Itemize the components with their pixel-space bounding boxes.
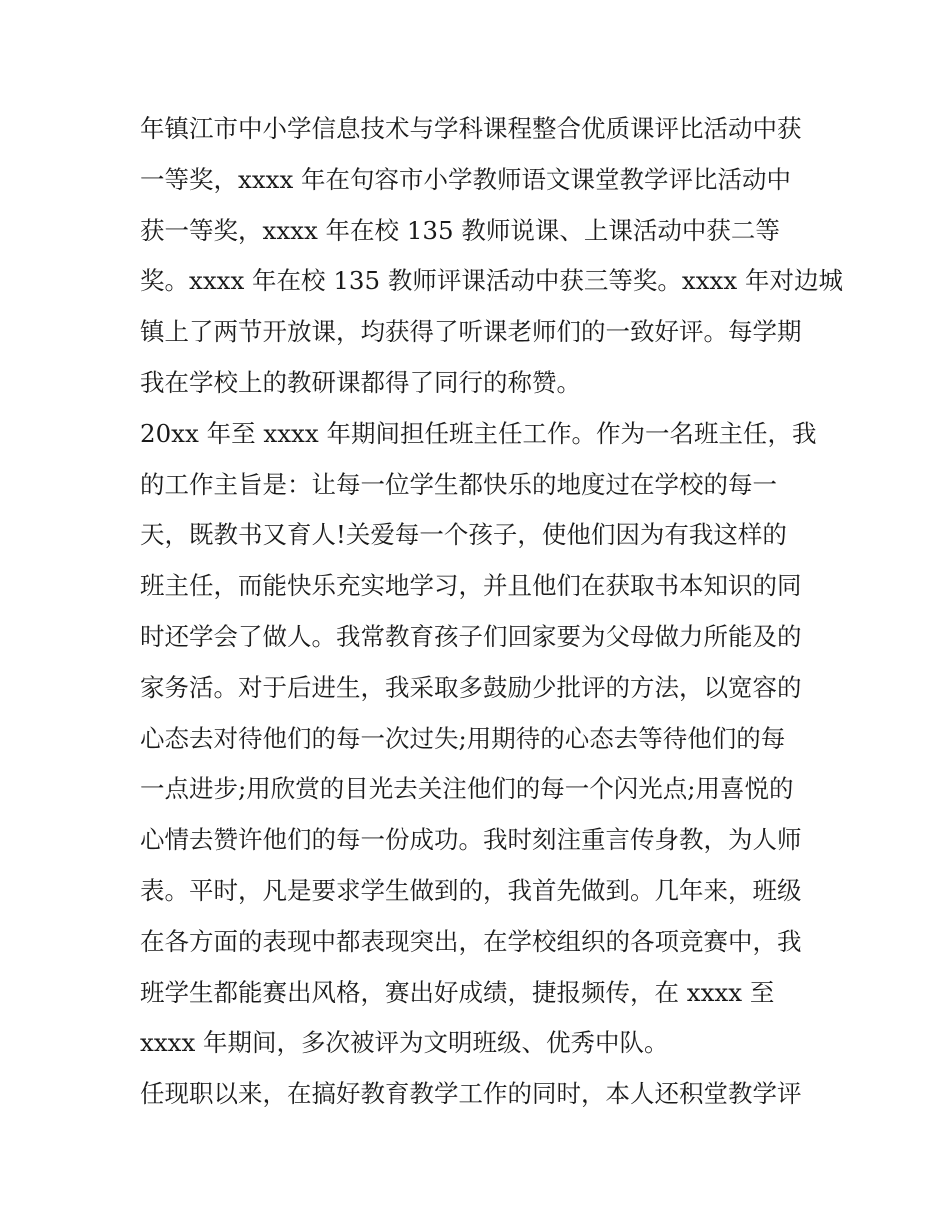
text-line: 一等奖，xxxx 年在句容市小学教师语文课堂教学评比活动中 — [140, 164, 792, 194]
body-text — [140, 104, 843, 1120]
text-line: 20xx 年至 xxxx 年期间担任班主任工作。作为一名班主任，我 — [140, 418, 817, 448]
text-line: 的工作主旨是：让每一位学生都快乐的地度过在学校的每一 — [140, 469, 777, 499]
text-line: 表。平时，凡是要求学生做到的，我首先做到。几年来，班级 — [140, 875, 802, 905]
text-line: 我在学校上的教研课都得了同行的称赞。 — [140, 367, 581, 397]
text-line: 获一等奖，xxxx 年在校 135 教师说课、上课活动中获二等 — [140, 215, 780, 245]
text-line: 一点进步;用欣赏的目光去关注他们的每一个闪光点;用喜悦的 — [140, 774, 794, 804]
text-line: 班学生都能赛出风格，赛出好成绩，捷报频传，在 xxxx 至 — [140, 977, 775, 1007]
text-line: 奖。xxxx 年在校 135 教师评课活动中获三等奖。xxxx 年对边城 — [140, 266, 843, 296]
text-line: xxxx 年期间，多次被评为文明班级、优秀中队。 — [140, 1028, 669, 1058]
text-line: 时还学会了做人。我常教育孩子们回家要为父母做力所能及的 — [140, 621, 802, 651]
text-line: 镇上了两节开放课，均获得了听课老师们的一致好评。每学期 — [140, 317, 802, 347]
text-line: 任现职以来，在搞好教育教学工作的同时，本人还积堂教学评 — [140, 1079, 802, 1109]
text-line: 心情去赞许他们的每一份成功。我时刻注重言传身教，为人师 — [140, 825, 802, 855]
text-line: 天，既教书又育人!关爱每一个孩子，使他们因为有我这样的 — [140, 520, 787, 550]
text-line: 在各方面的表现中都表现突出，在学校组织的各项竞赛中，我 — [140, 926, 802, 956]
text-line: 班主任，而能快乐充实地学习，并且他们在获取书本知识的同 — [140, 571, 802, 601]
text-line: 家务活。对于后进生，我采取多鼓励少批评的方法，以宽容的 — [140, 672, 802, 702]
text-line: 年镇江市中小学信息技术与学科课程整合优质课评比活动中获 — [140, 114, 802, 143]
text-line: 心态去对待他们的每一次过失;用期待的心态去等待他们的每 — [140, 723, 786, 753]
